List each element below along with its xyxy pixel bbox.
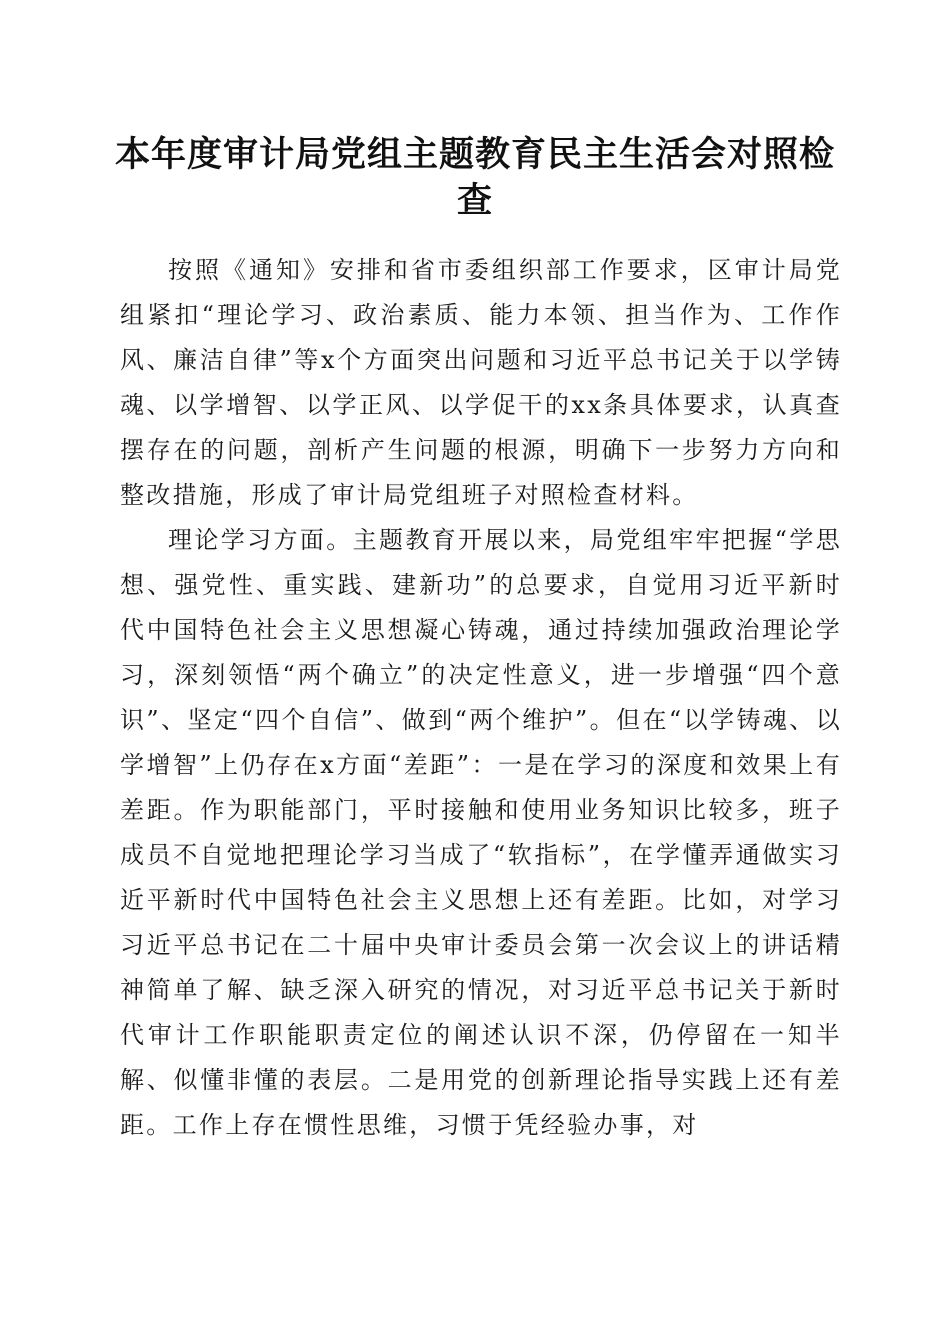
document-body [120,248,842,1148]
document-title: 本年度审计局党组主题教育民主生活会对照检查 [114,134,835,221]
paragraph-intro: 按照《通知》安排和省市委组织部工作要求，区审计局党组紧扣“理论学习、政治素质、能力本领、担当作为、工作作风、廉洁自律”等x个方面突出问题和习近平总书记关于以学铸魂、以学增智、以学正风、以学促干的xx条具体要求，认真查摆存在的问题，剖析产生问题的根源，明确下一步努力方向和整改措施，形成了审计局党组班子对照检查材料。 [120,256,842,509]
paragraph-theory-study: 理论学习方面。主题教育开展以来，局党组牢牢把握“学思想、强党性、重实践、建新功”的总要求，自觉用习近平新时代中国特色社会主义思想凝心铸魂，通过持续加强政治理论学习，深刻领悟“两个确立”的决定性意义，进一步增强“四个意识”、坚定“四个自信”、做到“两个维护”。但在“以学铸魂、以学增智”上仍存在x方面“差距”：一是在学习的深度和效果上有差距。作为职能部门，平时接触和使用业务知识比较多，班子成员不自觉地把理论学习当成了“软指标”，在学懂弄通做实习近平新时代中国特色社会主义思想上还有差距。比如，对学习习近平总书记在二十届中央审计委员会第一次会议上的讲话精神简单了解、缺乏深入研究的情况，对习近平总书记关于新时代审计工作职能职责定位的阐述认识不深，仍停留在一知半解、似懂非懂的表层。二是用党的创新理论指导实践上还有差距。工作上存在惯性思维，习惯于凭经验办事，对 [120,526,842,1139]
